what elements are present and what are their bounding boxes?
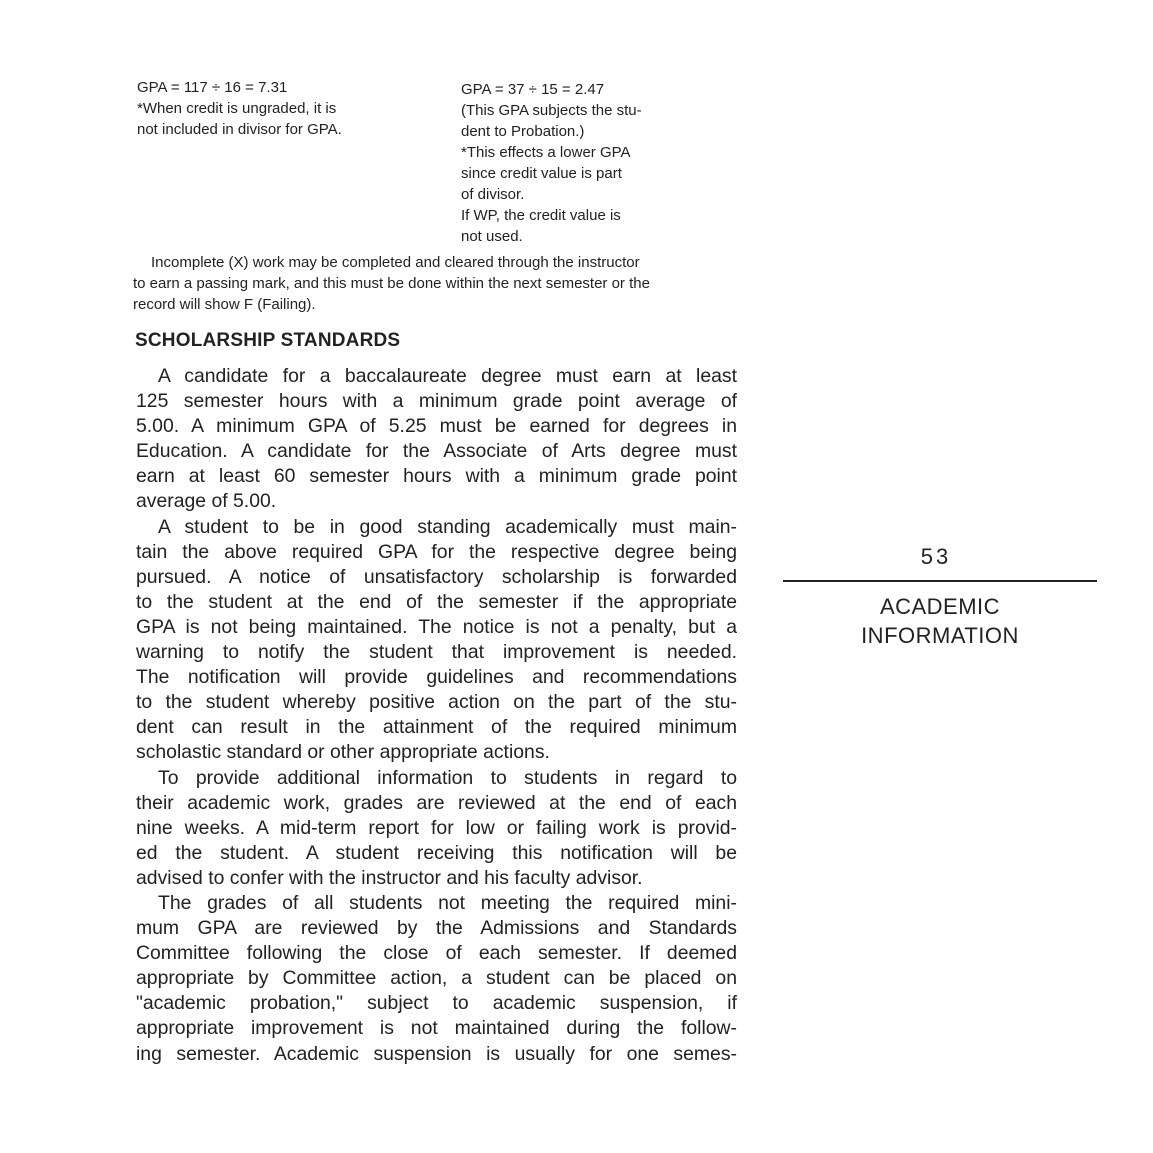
gpa-example-right [461,79,701,247]
page-side-label [783,544,1097,650]
note-line: dent to Probation.) [461,123,585,140]
note-line: to earn a passing mark, and this must be done within the next semester or the [133,275,650,292]
section-title-line: INFORMATION [861,623,1019,648]
text-line: GPA is not being maintained. The notice is not a penalty, but a [136,615,737,638]
text-line: to the student whereby positive action on the part of the stu- [136,691,737,714]
text-line: average of 5.00. [136,490,277,513]
text-line: Committee following the close of each semester. If deemed [136,942,737,965]
text-line: warning to notify the student that improvement is needed. [136,641,737,664]
page-number: 53 [920,544,952,569]
text-line: "academic probation," subject to academic suspension, if [136,992,737,1015]
text-line: pursued. A notice of unsatisfactory scholarship is forwarded [136,565,737,588]
note-line: If WP, the credit value is [461,207,621,224]
text-line: earn at least 60 semester hours with a minimum grade point [136,465,737,488]
text-line: Education. A candidate for the Associate of Arts degree must [136,440,737,463]
section-heading: SCHOLARSHIP STANDARDS [135,330,401,351]
text-line: The grades of all students not meeting the required mini- [158,891,737,914]
scholarship-standards-body [136,364,737,1067]
incomplete-work-note [133,252,736,315]
divider [783,580,1097,582]
text-line: 5.00. A minimum GPA of 5.25 must be earned for degrees in [136,415,737,438]
text-line: advised to confer with the instructor and his faculty advisor. [136,866,643,889]
note-line: *When credit is ungraded, it is [137,100,337,117]
paragraph [136,766,737,891]
section-title-line: ACADEMIC [879,594,1001,619]
text-line: A student to be in good standing academically must main- [158,515,737,538]
note-line: not included in divisor for GPA. [137,121,342,138]
text-line: to the student at the end of the semester if the appropriate [136,590,737,613]
text-line: A candidate for a baccalaureate degree must earn at least [158,365,737,387]
note-line: GPA = 117 ÷ 16 = 7.31 [137,79,288,96]
section-title [783,592,1097,650]
note-line: record will show F (Failing). [133,296,316,313]
note-line: *This effects a lower GPA [461,144,631,161]
text-line: mum GPA are reviewed by the Admissions and Standards [136,917,737,940]
text-line: ing semester. Academic suspension is usually for one semes- [136,1042,737,1065]
note-line: since credit value is part [461,165,622,182]
text-line: nine weeks. A mid-term report for low or failing work is provid- [136,816,737,839]
paragraph [136,515,737,766]
note-line: Incomplete (X) work may be completed and cleared through the instructor [151,254,640,271]
text-line: their academic work, grades are reviewed at the end of each [136,791,737,814]
text-line: To provide additional information to students in regard to [158,766,737,789]
text-line: scholastic standard or other appropriate actions. [136,741,550,764]
text-line: appropriate improvement is not maintained during the follow- [136,1017,737,1040]
note-line: GPA = 37 ÷ 15 = 2.47 [461,81,605,98]
note-line: not used. [461,228,523,245]
text-line: ed the student. A student receiving this notification will be [136,841,737,864]
text-line: 125 semester hours with a minimum grade point average of [136,390,737,413]
paragraph [136,364,737,515]
text-line: dent can result in the attainment of the required minimum [136,716,737,739]
gpa-example-left [137,77,437,140]
paragraph [136,891,737,1067]
note-line: (This GPA subjects the stu- [461,102,642,119]
text-line: The notification will provide guidelines and recommendations [136,666,737,689]
text-line: appropriate by Committee action, a student can be placed on [136,967,737,990]
note-line: of divisor. [461,186,525,203]
text-line: tain the above required GPA for the respective degree being [136,540,737,563]
